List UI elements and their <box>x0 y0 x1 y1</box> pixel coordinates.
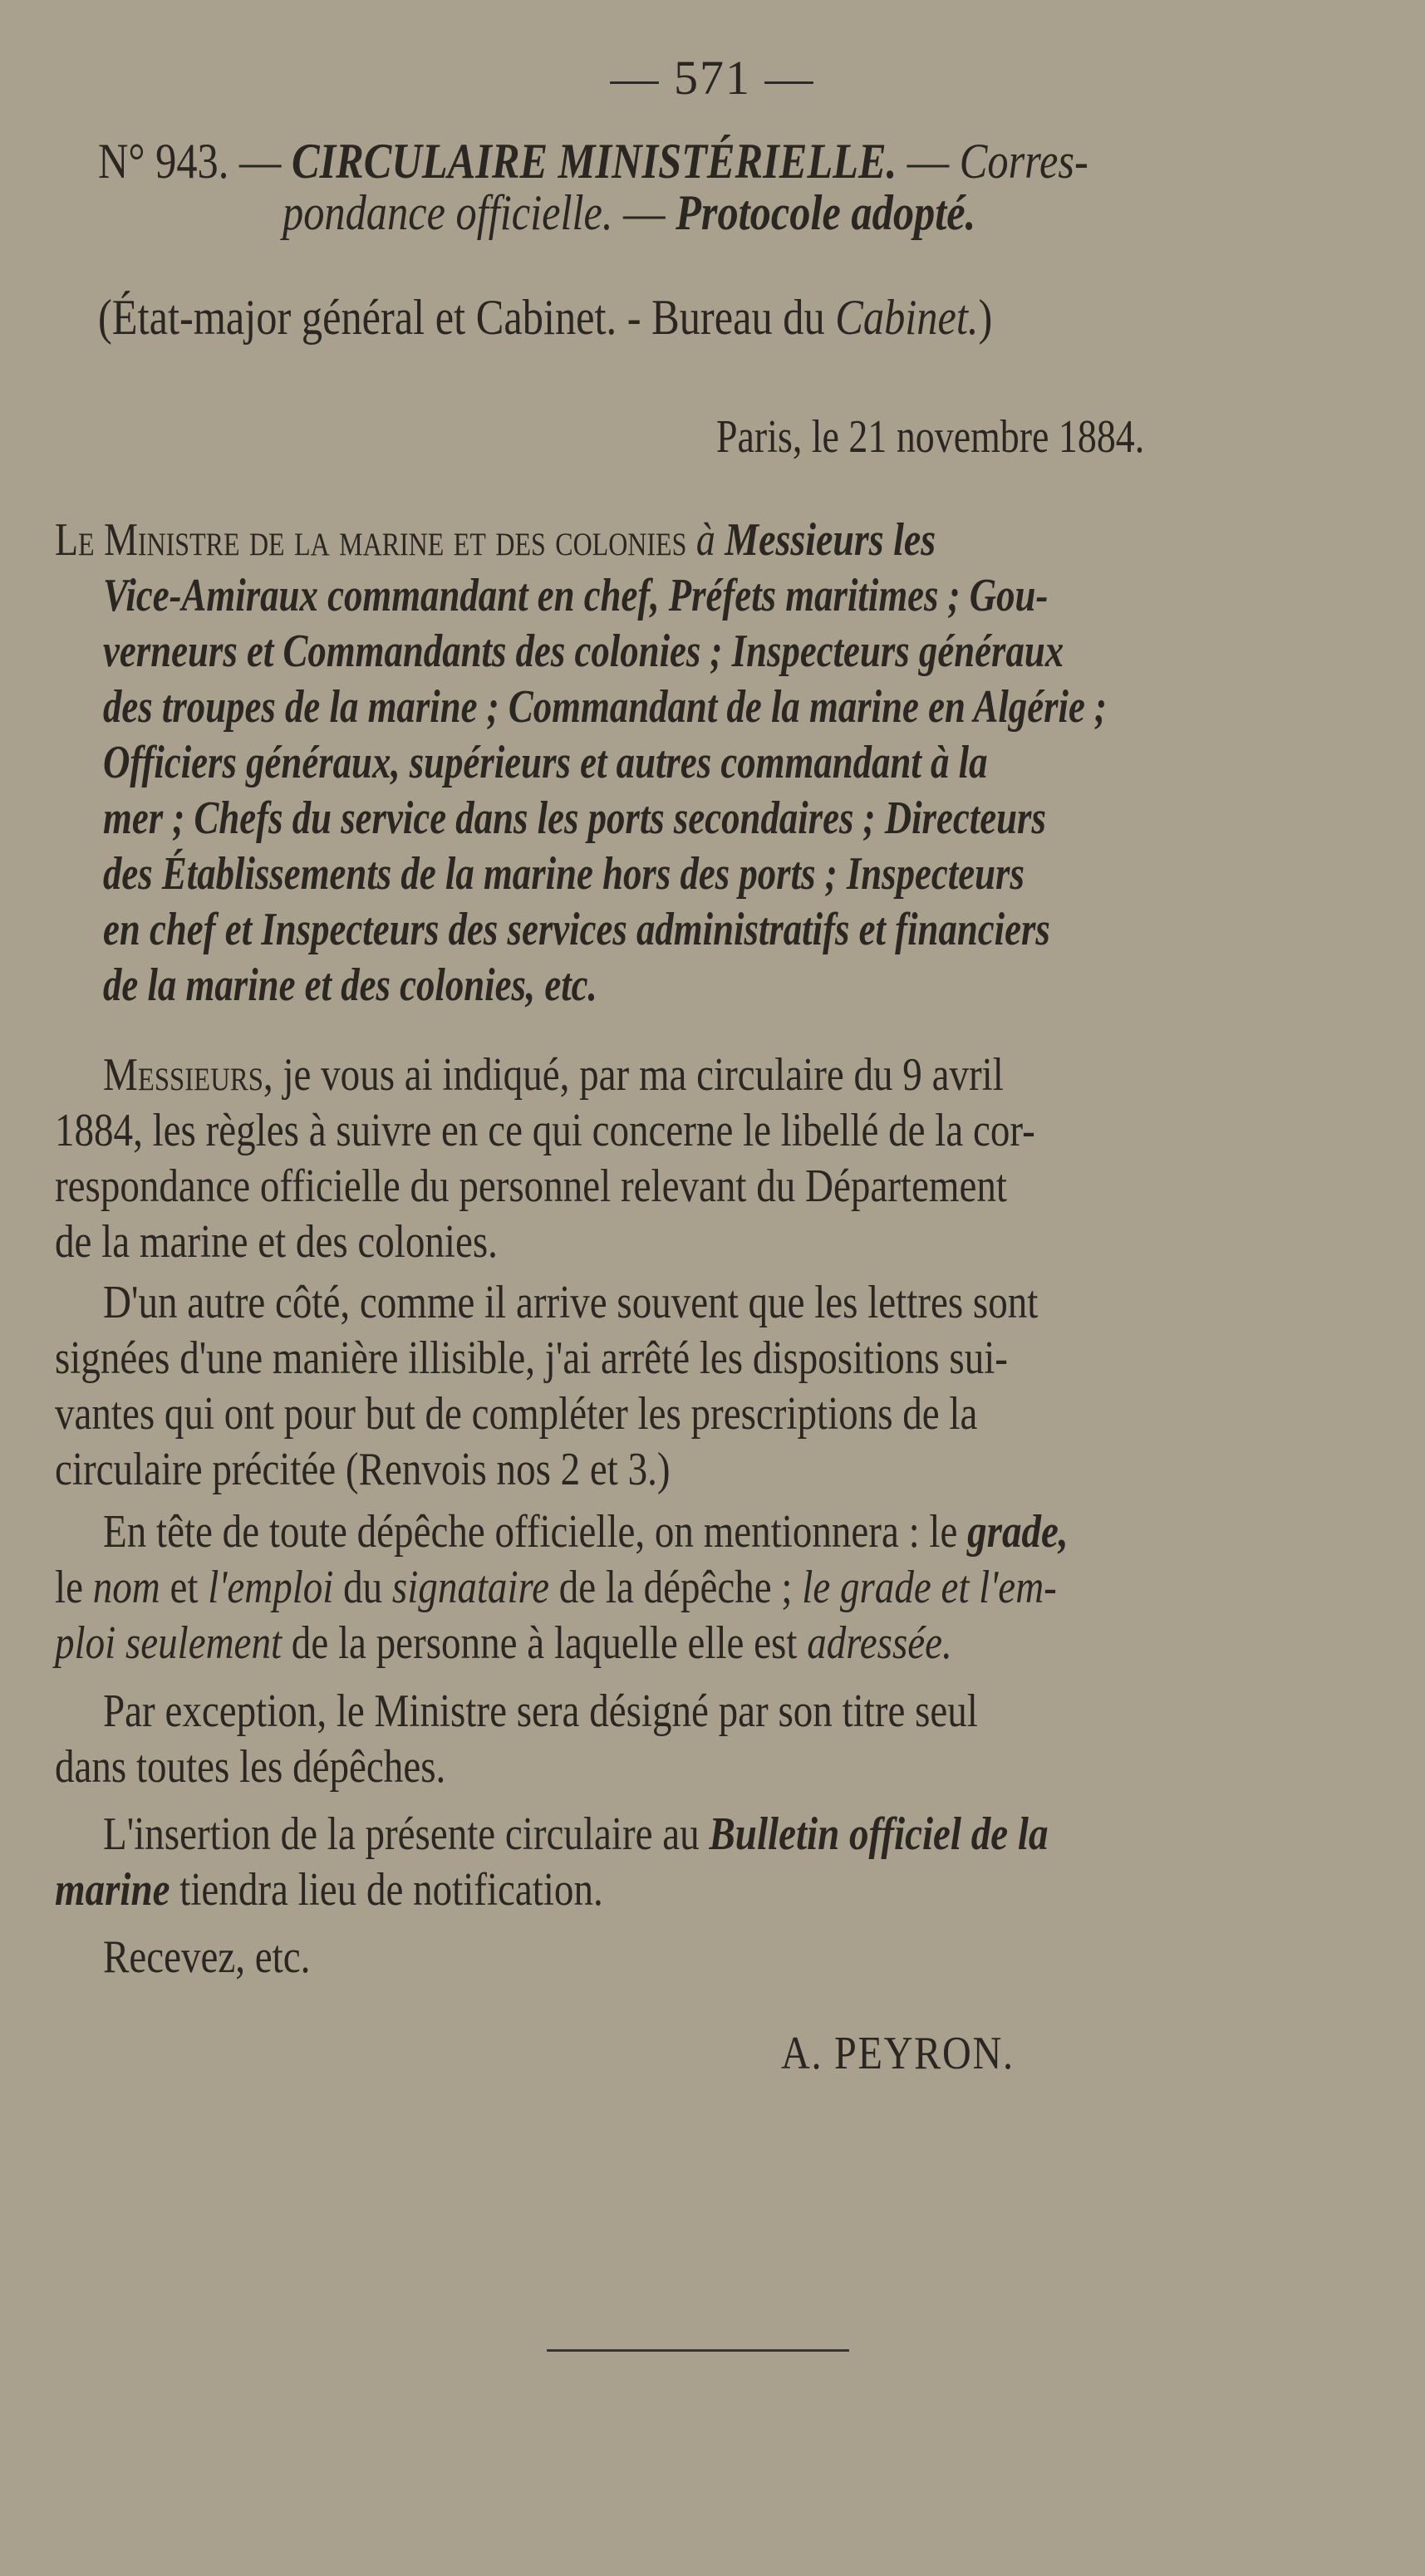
salutation: Messieurs, <box>103 1049 273 1101</box>
paragraph-text: le <box>55 1562 83 1613</box>
office-line <box>98 289 1162 346</box>
emphasis: ploi seulement <box>55 1617 283 1669</box>
circular-number: N° 943. <box>98 134 229 189</box>
paragraph-text: En tête de toute dépêche officielle, on mentionnera : le <box>103 1506 958 1558</box>
bulletin-title: Bulletin officiel de la <box>709 1808 1049 1860</box>
paragraph-line <box>55 1561 1248 1614</box>
heading-dash: — <box>238 134 282 189</box>
paren: ) <box>978 290 993 345</box>
office-bureau: Bureau du <box>651 290 825 345</box>
paragraph-text: du <box>343 1562 383 1613</box>
paragraph-line: vantes qui ont pour but de compléter les prescriptions de la <box>55 1388 978 1440</box>
emphasis: grade, <box>967 1506 1069 1558</box>
closing-rule <box>547 2349 849 2352</box>
office-dash: - <box>627 290 641 345</box>
sender: Le Ministre de la marine et des colonies <box>55 514 687 566</box>
office-name: État-major général et Cabinet. <box>111 290 617 345</box>
dateline: Paris, le 21 novembre 1884. <box>716 411 1145 463</box>
paragraph-line: signées d'une manière illisible, j'ai arrêté les dispositions sui- <box>55 1332 1008 1384</box>
emphasis: le grade et l'em- <box>802 1562 1057 1613</box>
emphasis: nom <box>92 1562 160 1613</box>
page-number: — 571 — <box>610 51 815 105</box>
paragraph-line: circulaire précitée (Renvois nos 2 et 3.) <box>55 1444 671 1495</box>
address-line: de la marine et des colonies, etc. <box>103 959 597 1011</box>
paragraph-line: de la marine et des colonies. <box>55 1216 498 1268</box>
closing-line: Recevez, etc. <box>103 1931 311 1983</box>
paragraph-text: de la dépêche ; <box>558 1562 793 1613</box>
paragraph-text: et <box>170 1562 199 1613</box>
paragraph-line <box>103 1048 1175 1102</box>
address-line: en chef et Inspecteurs des services administratifs et financiers <box>103 904 1050 955</box>
circular-subject: pondance officielle. <box>283 185 613 240</box>
paragraph-line: respondance officielle du personnel relevant du Département <box>55 1160 1007 1212</box>
signature: A. PEYRON. <box>781 2028 1015 2079</box>
paragraph-text: je vous ai indiqué, par ma circulaire du 9 avril <box>283 1049 1004 1101</box>
emphasis: adressée. <box>807 1617 952 1669</box>
circular-heading <box>98 133 1277 190</box>
address-line: des Établissements de la marine hors des ports ; Inspecteurs <box>103 848 1025 900</box>
paragraph-line <box>103 1505 1252 1558</box>
circular-title: CIRCULAIRE MINISTÉRIELLE. <box>291 134 897 189</box>
paren: ( <box>98 290 112 345</box>
paragraph-line: dans toutes les dépêches. <box>55 1741 446 1793</box>
paragraph-line <box>55 1863 707 1916</box>
address-line <box>55 513 1311 567</box>
bulletin-title: marine <box>55 1864 170 1916</box>
circular-subject: Corres- <box>959 134 1088 189</box>
address-line: Officiers généraux, supérieurs et autres commandant à la <box>103 737 988 788</box>
circular-subject-line <box>283 184 1108 242</box>
paragraph-line: Par exception, le Ministre sera désigné par son titre seul <box>103 1685 978 1737</box>
paragraph-text: L'insertion de la présente circulaire au <box>103 1808 700 1860</box>
emphasis: signataire <box>391 1562 549 1613</box>
paragraph-line: 1884, les règles à suivre en ce qui concerne le libellé de la cor- <box>55 1105 1035 1156</box>
address-line: mer ; Chefs du service dans les ports secondaires ; Directeurs <box>103 792 1046 844</box>
address-line: Vice-Amiraux commandant en chef, Préfets maritimes ; Gou- <box>103 570 1049 621</box>
paragraph-text: tiendra lieu de notification. <box>179 1864 603 1916</box>
heading-dash: — <box>907 134 950 189</box>
office-cabinet: Cabinet. <box>835 290 979 345</box>
heading-dash: — <box>623 185 666 240</box>
emphasis: l'emploi <box>208 1562 334 1613</box>
address-line: verneurs et Commandants des colonies ; Inspecteurs généraux <box>103 626 1064 677</box>
paragraph-line: D'un autre côté, comme il arrive souvent que les lettres sont <box>103 1277 1039 1328</box>
paragraph-text: de la personne à laquelle elle est <box>291 1617 798 1669</box>
recipients: Messieurs les <box>725 514 936 566</box>
paragraph-line <box>103 1808 1228 1861</box>
address-prep: à <box>695 514 715 566</box>
address-line: des troupes de la marine ; Commandant de la marine en Algérie ; <box>103 681 1107 733</box>
circular-subject: Protocole adopté. <box>676 185 976 240</box>
paragraph-line <box>55 1617 1123 1670</box>
